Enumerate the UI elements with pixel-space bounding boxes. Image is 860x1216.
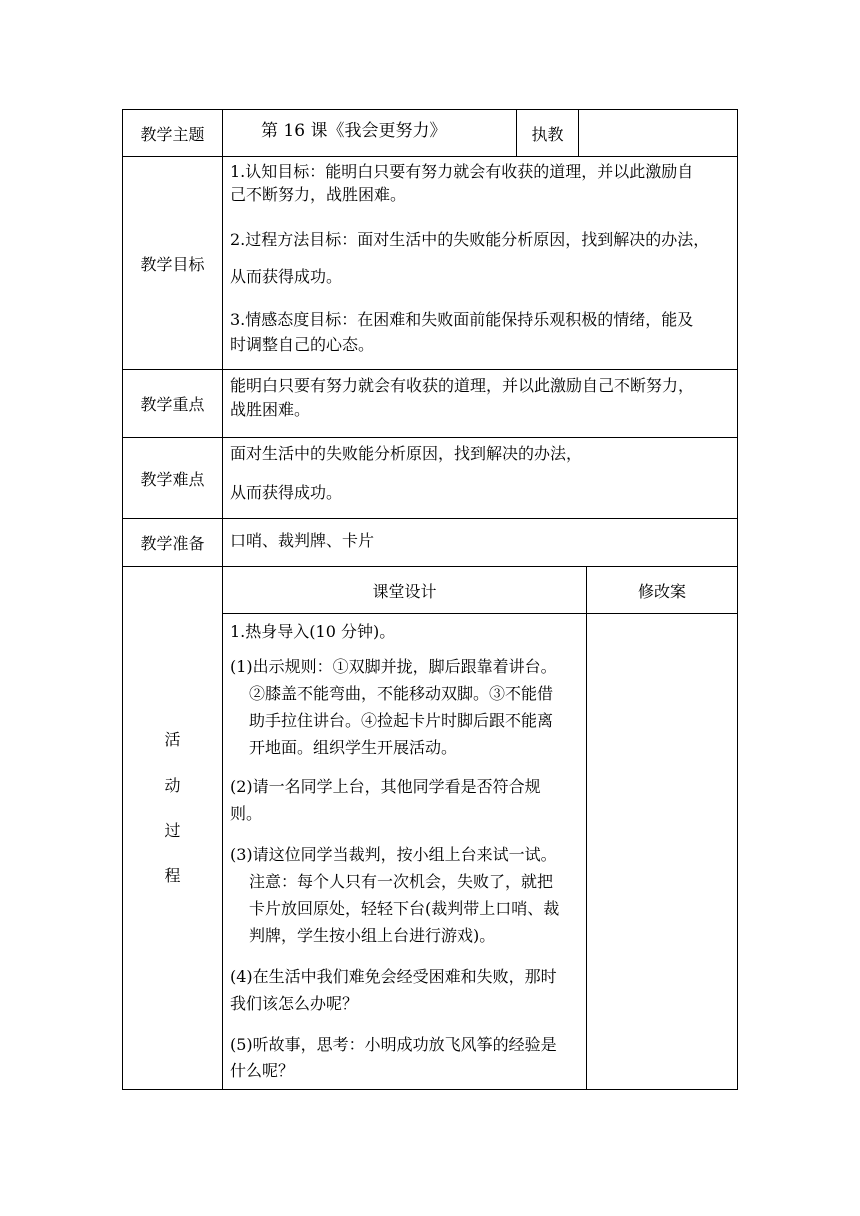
topic-value-cell <box>222 109 517 157</box>
topic-label: 教学主题 <box>140 124 205 144</box>
topic-label-cell <box>122 109 223 157</box>
design-header: 课堂设计 <box>372 581 437 601</box>
rule-2-line-1: (2)请一名同学上台，其他同学看是否符合规 <box>230 777 541 796</box>
objectives-label: 教学目标 <box>140 254 205 274</box>
preparation-label: 教学准备 <box>140 534 205 553</box>
revision-header: 修改案 <box>637 581 686 601</box>
revision-content-cell <box>586 613 738 1090</box>
objective-3-line-2: 时调整自己的心态。 <box>230 335 375 354</box>
topic-value: 第 16 课《我会更努力》 <box>261 121 447 141</box>
objective-3-line-1: 3.情感态度目标：在困难和失败面前能保持乐观积极的情绪，能及 <box>230 310 694 329</box>
activity-label-char-4: 程 <box>164 866 181 885</box>
step-title: 1.热身导入(10 分钟)。 <box>230 622 396 641</box>
objective-2-line-2: 从而获得成功。 <box>230 267 343 286</box>
teacher-label: 执教 <box>531 124 564 144</box>
key-points-line-2: 战胜困难。 <box>230 400 311 419</box>
teacher-value-cell <box>578 109 738 157</box>
activity-label-char-2: 动 <box>164 776 181 795</box>
design-header-cell <box>222 566 587 614</box>
activity-label-char-3: 过 <box>164 821 181 840</box>
key-points-label-cell <box>122 369 223 438</box>
rule-2-line-2: 则。 <box>230 804 263 823</box>
difficulties-label: 教学难点 <box>140 469 205 489</box>
rule-3-line-3: 卡片放回原处，轻轻下台(裁判带上口哨、裁 <box>249 899 560 918</box>
activity-label-char-1: 活 <box>164 730 181 749</box>
rule-5-line-2: 什么呢？ <box>230 1061 295 1080</box>
difficulties-content-cell <box>222 437 738 519</box>
rule-1-line-4: 开地面。组织学生开展活动。 <box>249 738 458 757</box>
rule-1-line-3: 助手拉住讲台。④捡起卡片时脚后跟不能离 <box>249 711 554 730</box>
objectives-content-cell <box>222 156 738 370</box>
preparation-value: 口哨、裁判牌、卡片 <box>230 531 375 550</box>
objective-2-line-1: 2.过程方法目标：面对生活中的失败能分析原因，找到解决的办法， <box>230 230 710 249</box>
difficulties-line-2: 从而获得成功。 <box>230 483 343 502</box>
preparation-content-cell <box>222 518 738 567</box>
key-points-line-1: 能明白只要有努力就会有收获的道理，并以此激励自己不断努力， <box>230 376 695 395</box>
design-content-cell <box>222 613 587 1090</box>
rule-5-line-1: (5)听故事，思考：小明成功放飞风筝的经验是 <box>230 1035 557 1054</box>
rule-3-line-2: 注意：每个人只有一次机会，失败了，就把 <box>249 872 554 891</box>
rule-1-line-2: ②膝盖不能弯曲，不能移动双脚。③不能借 <box>249 684 554 703</box>
difficulties-label-cell <box>122 437 223 519</box>
revision-header-cell <box>586 566 738 614</box>
objective-1-line-1: 1.认知目标：能明白只要有努力就会有收获的道理，并以此激励自 <box>230 162 694 181</box>
key-points-label: 教学重点 <box>140 395 205 414</box>
objective-1-line-2: 己不断努力，战胜困难。 <box>230 185 407 204</box>
difficulties-line-1: 面对生活中的失败能分析原因，找到解决的办法， <box>230 444 583 463</box>
rule-1-line-1: (1)出示规则：①双脚并拢，脚后跟靠着讲台。 <box>230 657 557 676</box>
rule-3-line-4: 判牌，学生按小组上台进行游戏)。 <box>249 926 496 945</box>
activity-label-cell <box>122 566 223 1090</box>
key-points-content-cell <box>222 369 738 438</box>
rule-3-line-1: (3)请这位同学当裁判，按小组上台来试一试。 <box>230 845 557 864</box>
teacher-label-cell <box>516 109 579 157</box>
rule-4-line-1: (4)在生活中我们难免会经受困难和失败，那时 <box>230 967 557 986</box>
objectives-label-cell <box>122 156 223 370</box>
rule-4-line-2: 我们该怎么办呢？ <box>230 994 359 1013</box>
preparation-label-cell <box>122 518 223 567</box>
